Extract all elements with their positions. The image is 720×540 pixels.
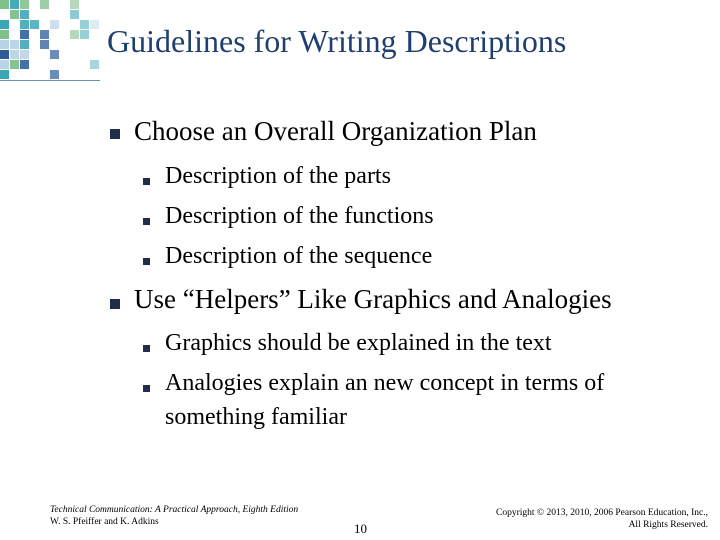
- footer-citation: [50, 504, 298, 528]
- page-number: 10: [354, 521, 367, 536]
- bullet-marker: [110, 299, 120, 309]
- sub-bullet-text-continuation: something familiar: [165, 404, 347, 430]
- copyright-notice: [496, 507, 708, 531]
- book-title: Technical Communication: A Practical Approach, Eighth Edition: [50, 505, 299, 515]
- sub-bullet-marker: [143, 258, 150, 265]
- sub-bullet-text: Description of the sequence: [165, 243, 433, 269]
- bullet-marker: [110, 129, 120, 139]
- bullet-text: Use “Helpers” Like Graphics and Analogies: [134, 284, 612, 314]
- sub-bullet-text: Description of the parts: [165, 163, 391, 189]
- sub-bullet-marker: [143, 218, 150, 225]
- book-authors: W. S. Pfeiffer and K. Adkins: [50, 517, 159, 527]
- sub-bullet-text: Graphics should be explained in the text: [165, 330, 552, 356]
- slide-title: Guidelines for Writing Descriptions: [107, 23, 567, 59]
- sub-bullet-marker: [143, 345, 150, 352]
- sub-bullet-text: Analogies explain an new concept in terms of: [165, 370, 605, 396]
- copyright-line: Copyright © 2013, 2010, 2006 Pearson Education, Inc.,: [496, 508, 708, 518]
- bullet-text: Choose an Overall Organization Plan: [134, 116, 537, 146]
- sub-bullet-marker: [143, 385, 150, 392]
- copyright-line: All Rights Reserved.: [628, 520, 708, 530]
- sub-bullet-marker: [143, 178, 150, 185]
- sub-bullet-text: Description of the functions: [165, 203, 434, 229]
